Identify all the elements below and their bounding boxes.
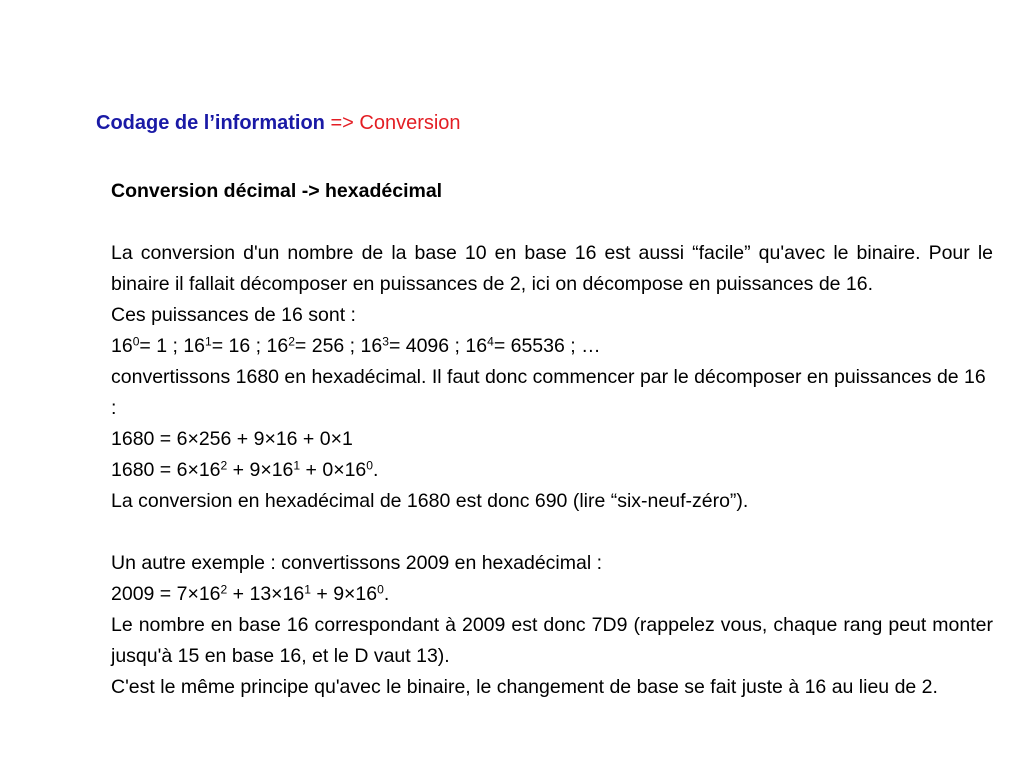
power-exponent: 0 — [132, 334, 140, 349]
power-exponent: 1 — [205, 334, 212, 349]
power-exponent: 3 — [382, 334, 389, 349]
example1-intro: convertissons 1680 en hexadécimal. Il faut donc commencer par le décomposer en puissances de 16 : — [111, 366, 986, 419]
power-value: = 256 ; — [294, 335, 361, 357]
power-exponent: 4 — [487, 334, 494, 349]
power-value: = 1 ; — [139, 335, 184, 357]
equation-exponent: 2 — [220, 582, 228, 597]
equation-exponent: 2 — [220, 458, 228, 473]
example2-result: Le nombre en base 16 correspondant à 2009 est donc 7D9 (rappelez vous, chaque rang peut monter jusqu'à 15 en base 16, et le D vaut 13). — [111, 614, 993, 667]
intro-paragraph: La conversion d'un nombre de la base 10 en base 16 est aussi “facile” qu'avec le binaire. Pour le binaire il fallait décomposer en puissances de 2, ici on décompose en puissances de 16. — [111, 242, 993, 295]
power-value: = 4096 ; — [388, 335, 466, 357]
equation-exponent: 0 — [377, 582, 384, 597]
example2-intro: Un autre exemple : convertissons 2009 en hexadécimal : — [111, 552, 603, 574]
equation-term: + 9×16 — [227, 459, 294, 481]
equation-exponent: 1 — [304, 582, 311, 597]
conclusion-paragraph: C'est le même principe qu'avec le binaire, le changement de base se fait juste à 16 au lieu de 2. — [111, 676, 938, 698]
equation-term: 1680 = 6×16 — [111, 459, 221, 481]
spacer — [111, 517, 993, 548]
power-base: 16 — [183, 335, 206, 357]
section-heading: Conversion décimal -> hexadécimal — [111, 180, 443, 202]
equation-term: . — [383, 583, 390, 605]
power-exponent: 2 — [288, 334, 295, 349]
spacer — [111, 207, 993, 238]
power-base: 16 — [360, 335, 383, 357]
power-base: 16 — [465, 335, 488, 357]
slide-body — [111, 176, 993, 703]
example1-equation-1: 1680 = 6×256 + 9×16 + 0×1 — [111, 428, 353, 450]
equation-exponent: 0 — [366, 458, 373, 473]
power-base: 16 — [111, 335, 133, 357]
powers-list — [111, 331, 993, 362]
equation-term: + 9×16 — [310, 583, 378, 605]
equation-term: . — [373, 459, 379, 481]
example2-equation — [111, 579, 993, 610]
equation-term: + 13×16 — [227, 583, 305, 605]
power-base: 16 — [266, 335, 289, 357]
power-value: = 65536 ; … — [493, 335, 601, 357]
powers-label: Ces puissances de 16 sont : — [111, 304, 356, 326]
example1-equation-2 — [111, 455, 993, 486]
slide-title — [96, 110, 461, 136]
example1-result: La conversion en hexadécimal de 1680 est donc 690 (lire “six-neuf-zéro”). — [111, 490, 749, 512]
title-subtitle-text: => Conversion — [324, 112, 461, 134]
title-main-text: Codage de l’information — [96, 112, 325, 134]
equation-term: + 0×16 — [300, 459, 367, 481]
power-value: = 16 ; — [211, 335, 267, 357]
equation-term: 2009 = 7×16 — [111, 583, 221, 605]
equation-exponent: 1 — [293, 458, 301, 473]
